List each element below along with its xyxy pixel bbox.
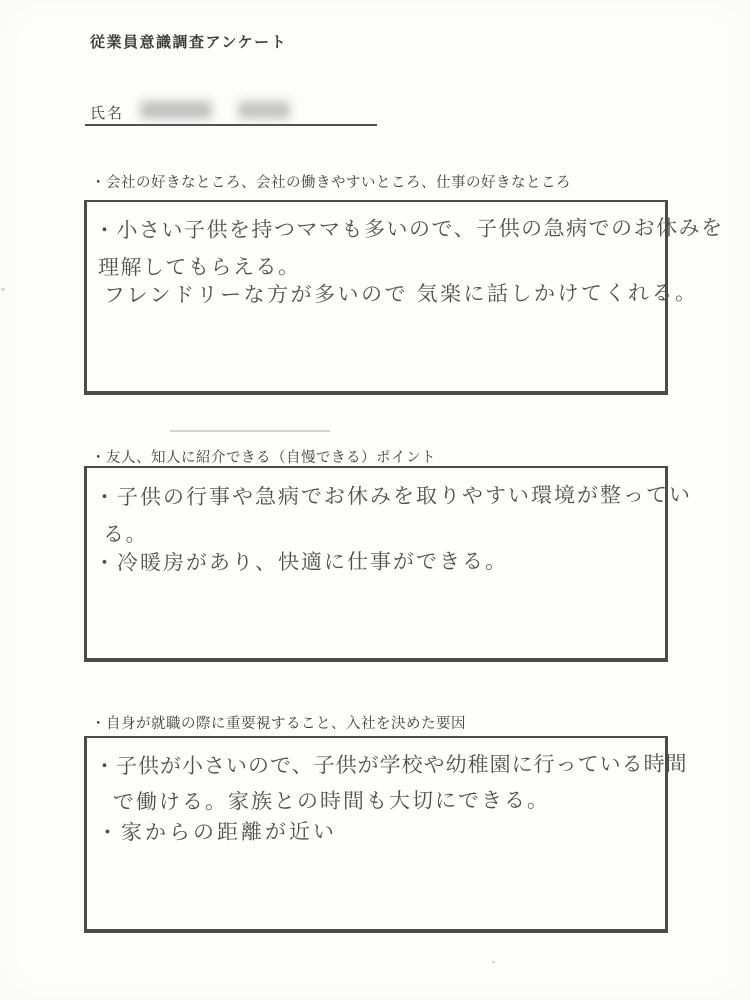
name-field-label: 氏名 (90, 105, 125, 122)
scan-artifact-speck (1, 288, 5, 291)
question-company-likes: ・会社の好きなところ、会社の働きやすいところ、仕事の好きなところ (91, 175, 571, 191)
handwritten-answer-line: ・子供が小さいので、子供が学校や幼稚園に行っている時間 (93, 752, 688, 779)
answer-box-recommend-points (84, 466, 693, 662)
handwritten-answer-line: で働ける。家族との時間も大切にできる。 (112, 789, 551, 814)
handwritten-answer-line: る。 (102, 522, 149, 547)
scan-artifact-line (170, 430, 330, 432)
answer-box-joining-factors (84, 736, 688, 933)
handwritten-answer-line: 理解してもらえる。 (97, 255, 301, 280)
handwritten-answer-line: ・小さい子供を持つママも多いので、子供の急病でのお休みを (93, 216, 724, 243)
redacted-name-blob (140, 101, 212, 119)
redacted-name-blob (238, 101, 290, 119)
handwritten-answer-line: ・冷暖房があり、快適に仕事ができる。 (93, 550, 509, 575)
question-recommend-points: ・友人、知人に紹介できる（自慢できる）ポイント (91, 450, 436, 466)
handwritten-answer-line: ・家からの距離が近い (96, 820, 338, 845)
handwritten-answer-line: フレンドリーな方が多いので 気楽に話しかけてくれる。 (103, 281, 699, 308)
handwritten-answer-line: ・子供の行事や急病でお休みを取りやすい環境が整ってい (93, 483, 693, 510)
name-field (85, 98, 377, 126)
question-joining-factors: ・自身が就職の際に重要視すること、入社を決めた要因 (91, 716, 466, 732)
scan-artifact-speck (492, 961, 495, 963)
answer-box-company-likes (84, 200, 724, 395)
redacted-name-value (140, 98, 340, 122)
page-title: 従業員意識調査アンケート (90, 34, 288, 51)
